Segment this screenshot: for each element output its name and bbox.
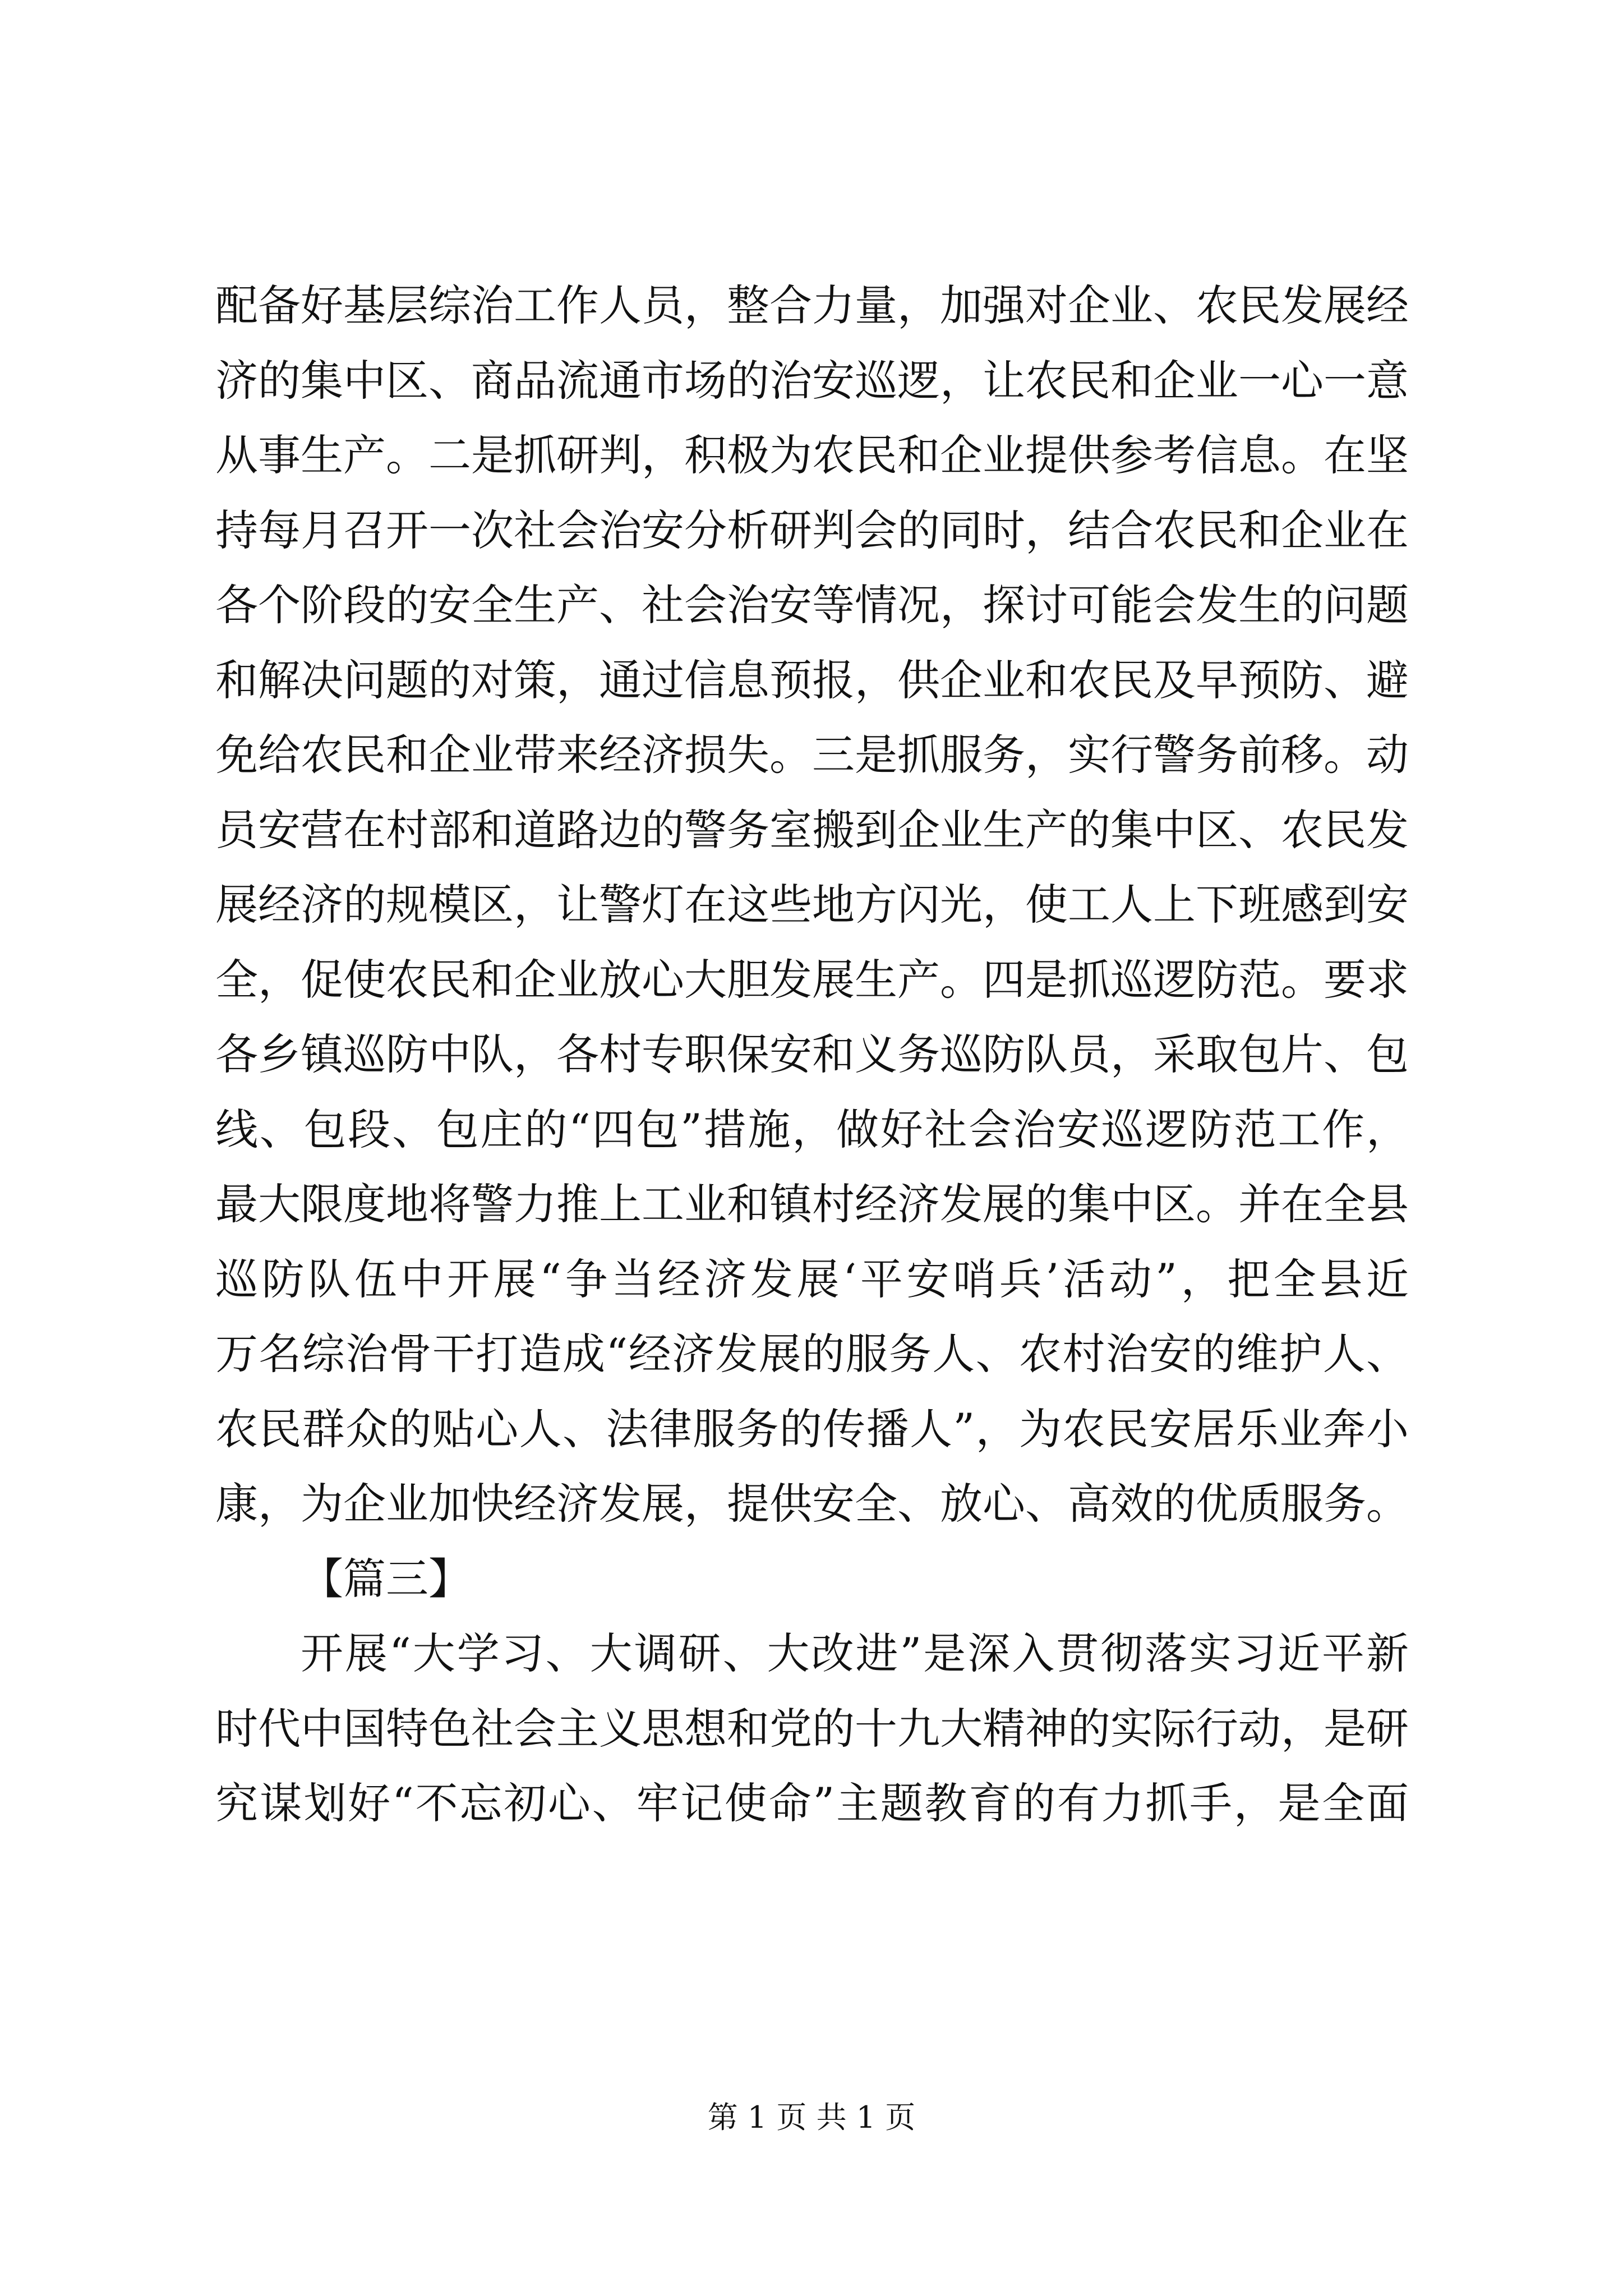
text-line: 各乡镇巡防中队，各村专职保安和义务巡防队员，采取包片、包 bbox=[215, 1029, 1409, 1079]
body-text bbox=[215, 268, 1409, 1841]
text-line: 展经济的规模区，让警灯在这些地方闪光，使工人上下班感到安 bbox=[215, 880, 1409, 930]
text-line: 农民群众的贴心人、法律服务的传播人”，为农民安居乐业奔小 bbox=[215, 1404, 1409, 1454]
text-line: 究谋划好“不忘初心、牢记使命”主题教育的有力抓手，是全面 bbox=[215, 1778, 1409, 1828]
text-line: 持每月召开一次社会治安分析研判会的同时，结合农民和企业在 bbox=[215, 505, 1409, 555]
page-footer: 第 1 页 共 1 页 bbox=[707, 2100, 916, 2135]
text-line: 和解决问题的对策，通过信息预报，供企业和农民及早预防、避 bbox=[215, 655, 1409, 705]
text-line: 最大限度地将警力推上工业和镇村经济发展的集中区。并在全县 bbox=[215, 1179, 1409, 1229]
text-line: 时代中国特色社会主义思想和党的十九大精神的实际行动，是研 bbox=[215, 1703, 1409, 1754]
text-line: 开展“大学习、大调研、大改进”是深入贯彻落实习近平新 bbox=[301, 1628, 1409, 1678]
text-line: 线、包段、包庄的“四包”措施，做好社会治安巡逻防范工作， bbox=[215, 1104, 1409, 1154]
text-line: 员安营在村部和道路边的警务室搬到企业生产的集中区、农民发 bbox=[215, 804, 1409, 855]
text-line: 免给农民和企业带来经济损失。三是抓服务，实行警务前移。动 bbox=[215, 730, 1409, 780]
text-line: 康，为企业加快经济发展，提供安全、放心、高效的优质服务。 bbox=[215, 1479, 1409, 1529]
text-line: 各个阶段的安全生产、社会治安等情况，探讨可能会发生的问题 bbox=[215, 580, 1409, 630]
text-line: 配备好基层综治工作人员，整合力量，加强对企业、农民发展经 bbox=[215, 280, 1409, 330]
text-line: 巡防队伍中开展“争当经济发展‘平安哨兵’活动”，把全县近 bbox=[215, 1254, 1409, 1304]
text-line: 济的集中区、商品流通市场的治安巡逻，让农民和企业一心一意 bbox=[215, 355, 1409, 406]
text-line: 万名综治骨干打造成“经济发展的服务人、农村治安的维护人、 bbox=[215, 1329, 1409, 1379]
text-line: 从事生产。二是抓研判，积极为农民和企业提供参考信息。在坚 bbox=[215, 430, 1409, 480]
text-line: 全，促使农民和企业放心大胆发展生产。四是抓巡逻防范。要求 bbox=[215, 954, 1409, 1005]
section-heading: 【篇三】 bbox=[301, 1553, 471, 1604]
